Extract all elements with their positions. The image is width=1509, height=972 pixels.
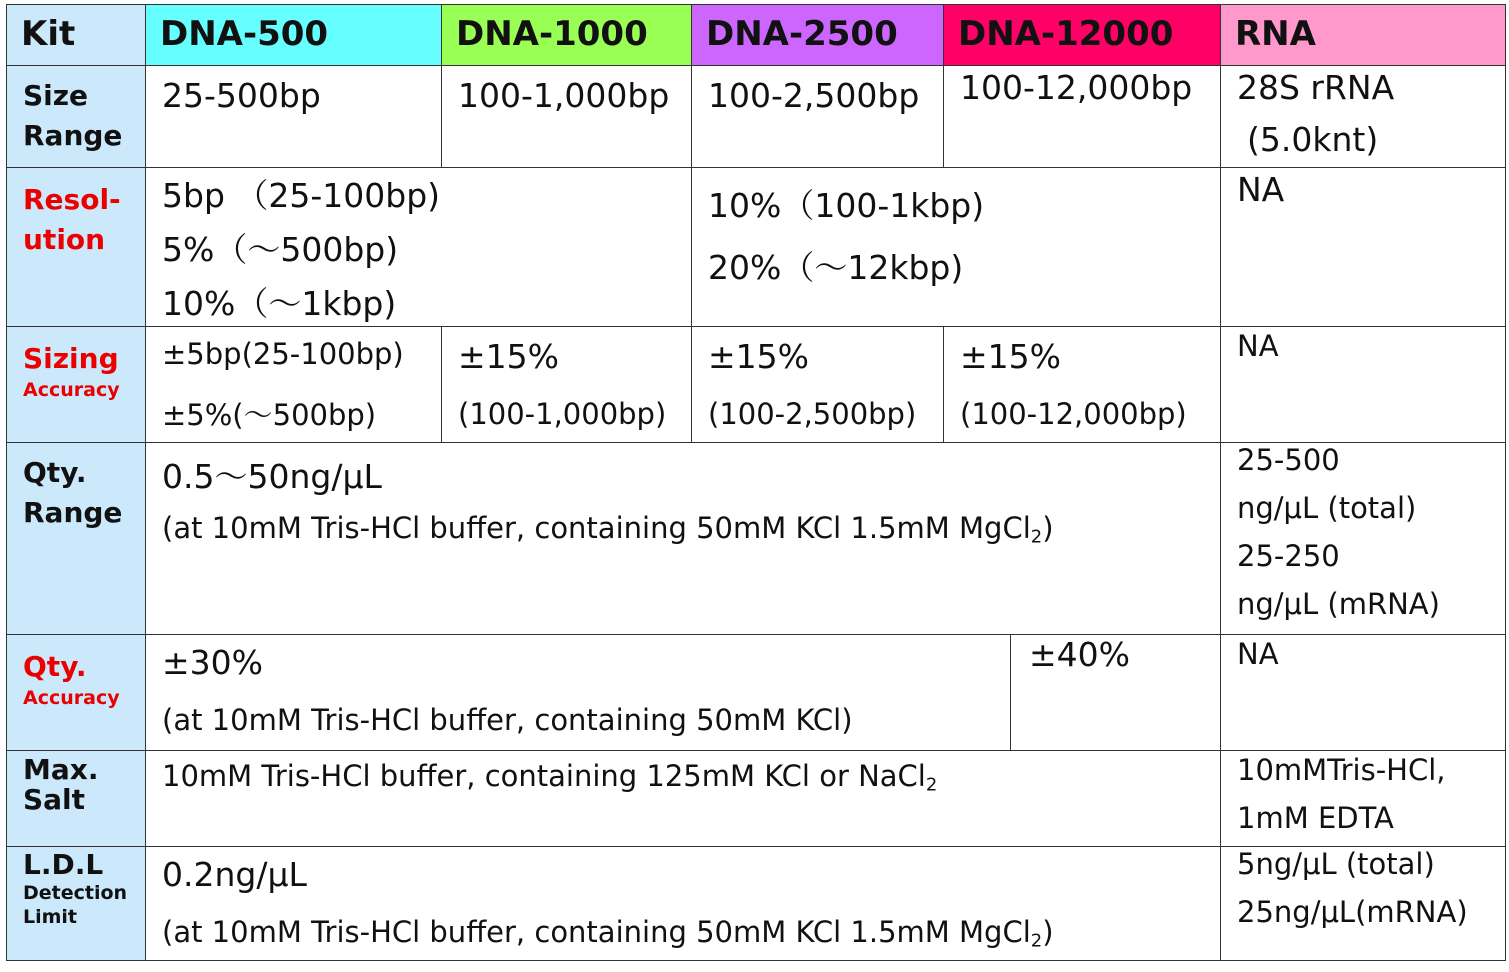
cell-text: 5ng/μL (total) bbox=[1237, 847, 1435, 881]
cell-resolution-dna500-1000 bbox=[145, 167, 692, 327]
cell-text: 5bp （25-100bp) bbox=[162, 176, 441, 215]
cell-size-dna12000 bbox=[943, 65, 1221, 168]
row-header-qty-accuracy bbox=[6, 634, 146, 751]
cell-text: 10%（～1kbp) bbox=[162, 284, 397, 323]
cell-resolution-rna bbox=[1220, 167, 1506, 327]
cell-text: (100-12,000bp) bbox=[960, 397, 1187, 431]
cell-text: (5.0knt) bbox=[1247, 120, 1379, 159]
cell-text: 100-1,000bp bbox=[458, 76, 670, 115]
cell-text: ±15% bbox=[708, 337, 809, 376]
row-label: Resol- bbox=[23, 183, 121, 216]
row-label: ution bbox=[23, 223, 106, 256]
kit-spec-table bbox=[6, 4, 1506, 961]
row-label: L.D.L bbox=[23, 848, 104, 881]
cell-text: 1mM EDTA bbox=[1237, 801, 1394, 835]
row-sublabel: Accuracy bbox=[23, 687, 120, 709]
cell-text: ±40% bbox=[1029, 635, 1130, 674]
cell-text: 100-2,500bp bbox=[708, 76, 920, 115]
cell-resolution-dna2500-12000 bbox=[691, 167, 1221, 327]
cell-size-dna500 bbox=[145, 65, 442, 168]
row-label: Range bbox=[23, 496, 123, 529]
subscript: 2 bbox=[1030, 930, 1043, 952]
note-end: ) bbox=[1042, 511, 1054, 545]
cell-note: (at 10mM Tris-HCl buffer, containing 50mM KCl) bbox=[162, 703, 853, 737]
cell-text: 25-250 bbox=[1237, 539, 1340, 573]
cell-qty-range-rna bbox=[1220, 442, 1506, 635]
cell-text: (100-2,500bp) bbox=[708, 397, 917, 431]
row-label: Range bbox=[23, 119, 123, 152]
cell-max-salt-dna bbox=[145, 750, 1221, 847]
header-dna12000: DNA-12000 bbox=[943, 4, 1221, 66]
cell-text: 10%（100-1kbp) bbox=[708, 186, 985, 225]
cell-text: NA bbox=[1237, 170, 1285, 209]
cell-sizing-dna1000 bbox=[441, 326, 692, 443]
row-label: Max. bbox=[23, 753, 99, 786]
row-header-qty-range bbox=[6, 442, 146, 635]
cell-text: ±15% bbox=[960, 337, 1061, 376]
header-rna: RNA bbox=[1220, 4, 1506, 66]
header-dna2500: DNA-2500 bbox=[691, 4, 944, 66]
row-sublabel: Detection bbox=[23, 882, 128, 904]
cell-text bbox=[162, 759, 937, 795]
row-label: Sizing bbox=[23, 342, 119, 375]
row-header-resolution bbox=[6, 167, 146, 327]
row-sublabel: Accuracy bbox=[23, 379, 120, 401]
cell-qty-range-dna bbox=[145, 442, 1221, 635]
salt-text: 10mM Tris-HCl buffer, containing 125mM KCl or NaCl bbox=[162, 759, 926, 793]
header-kit: Kit bbox=[6, 4, 146, 66]
note-text: (at 10mM Tris-HCl buffer, containing 50mM KCl 1.5mM MgCl bbox=[162, 511, 1031, 545]
cell-text: ng/μL (total) bbox=[1237, 491, 1417, 525]
header-dna500: DNA-500 bbox=[145, 4, 442, 66]
cell-text: 25-500 bbox=[1237, 443, 1340, 477]
cell-max-salt-rna bbox=[1220, 750, 1506, 847]
cell-text: (100-1,000bp) bbox=[458, 397, 667, 431]
cell-qty-accuracy-rna bbox=[1220, 634, 1506, 751]
row-header-size-range bbox=[6, 65, 146, 168]
cell-sizing-rna bbox=[1220, 326, 1506, 443]
cell-text: NA bbox=[1237, 637, 1279, 671]
cell-text: ±5bp(25-100bp) bbox=[162, 337, 404, 371]
cell-text: 25-500bp bbox=[162, 76, 321, 115]
cell-text: 28S rRNA bbox=[1237, 68, 1395, 107]
cell-size-rna bbox=[1220, 65, 1506, 168]
cell-text: 20%（～12kbp) bbox=[708, 248, 964, 287]
note-end: ) bbox=[1042, 915, 1054, 949]
cell-note bbox=[162, 511, 1054, 547]
row-header-sizing-accuracy bbox=[6, 326, 146, 443]
subscript: 2 bbox=[1030, 526, 1043, 548]
cell-text: ±5%(～500bp) bbox=[162, 398, 377, 432]
cell-sizing-dna12000 bbox=[943, 326, 1221, 443]
cell-ldl-dna bbox=[145, 846, 1221, 961]
header-dna1000: DNA-1000 bbox=[441, 4, 692, 66]
row-label: Qty. bbox=[23, 650, 87, 683]
note-text: (at 10mM Tris-HCl buffer, containing 50mM KCl 1.5mM MgCl bbox=[162, 915, 1031, 949]
cell-size-dna1000 bbox=[441, 65, 692, 168]
cell-text: 100-12,000bp bbox=[960, 68, 1193, 107]
cell-qty-accuracy-dna12000 bbox=[1010, 634, 1221, 751]
cell-text: 10mMTris-HCl, bbox=[1237, 753, 1446, 787]
row-label: Qty. bbox=[23, 456, 87, 489]
cell-text: ±15% bbox=[458, 337, 559, 376]
row-header-ldl bbox=[6, 846, 146, 961]
cell-ldl-rna bbox=[1220, 846, 1506, 961]
cell-text: NA bbox=[1237, 329, 1279, 363]
cell-note bbox=[162, 915, 1054, 951]
row-label: Size bbox=[23, 79, 89, 112]
cell-text: ±30% bbox=[162, 643, 263, 682]
row-sublabel: Limit bbox=[23, 906, 78, 928]
cell-text: 0.5～50ng/μL bbox=[162, 457, 382, 496]
cell-sizing-dna500 bbox=[145, 326, 442, 443]
cell-qty-accuracy-dna-main bbox=[145, 634, 1011, 751]
row-header-max-salt bbox=[6, 750, 146, 847]
subscript: 2 bbox=[925, 774, 938, 796]
cell-text: ng/μL (mRNA) bbox=[1237, 587, 1440, 621]
cell-text: 5%（～500bp) bbox=[162, 230, 399, 269]
cell-size-dna2500 bbox=[691, 65, 944, 168]
row-label: Salt bbox=[23, 783, 86, 816]
cell-text: 25ng/μL(mRNA) bbox=[1237, 895, 1468, 929]
cell-sizing-dna2500 bbox=[691, 326, 944, 443]
cell-text: 0.2ng/μL bbox=[162, 855, 307, 894]
